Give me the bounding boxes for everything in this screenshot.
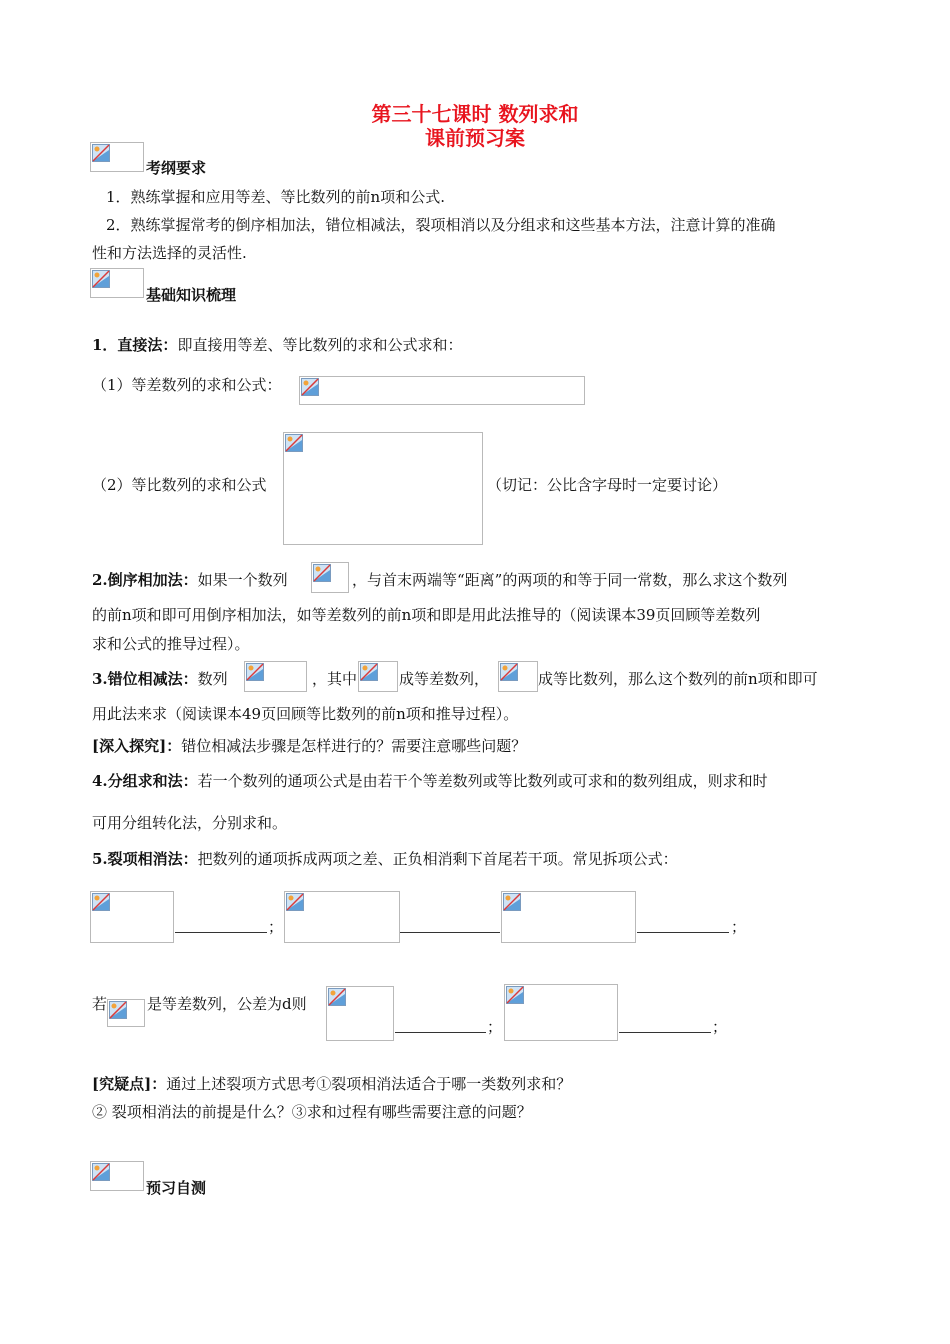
group-method-line2: 可用分组转化法，分别求和。 xyxy=(92,814,288,832)
broken-image-icon xyxy=(246,663,264,681)
blank-line-3 xyxy=(637,932,729,933)
separator-3: ； xyxy=(731,918,747,936)
heading-basics: 基础知识梳理 xyxy=(146,286,237,304)
separator-1: ； xyxy=(268,918,284,936)
blank-line-1 xyxy=(175,932,267,933)
geom-sum-label: （2）等比数列的求和公式 xyxy=(92,476,267,494)
blank-line-4 xyxy=(395,1032,486,1033)
broken-image-icon xyxy=(328,988,346,1006)
formula-arith-sum xyxy=(299,376,585,405)
formula-telescope-5 xyxy=(504,984,618,1041)
telescope-method-label: 5.裂项相消法： xyxy=(92,850,198,868)
shift-method-text-c: 成等差数列， xyxy=(399,670,490,688)
telescope-method-text: 把数列的通项拆成两项之差、正负相消剩下首尾若干项。常见拆项公式： xyxy=(197,850,678,868)
broken-image-icon xyxy=(109,1001,127,1019)
broken-image-icon xyxy=(92,270,110,288)
arith-sum-label: （1）等差数列的求和公式： xyxy=(92,376,282,394)
formula-telescope-4 xyxy=(326,986,394,1041)
broken-image-icon xyxy=(313,564,331,582)
doubt-label: [究疑点]： xyxy=(92,1075,167,1093)
section-icon-requirements xyxy=(90,142,144,172)
explore-text: 错位相减法步骤是怎样进行的？需要注意哪些问题？ xyxy=(181,737,527,755)
doubt-line2: ② 裂项相消法的前提是什么？③求和过程有哪些需要注意的问题？ xyxy=(92,1103,532,1121)
separator-5: ； xyxy=(712,1018,728,1036)
broken-image-icon xyxy=(286,893,304,911)
formula-shift-seq xyxy=(244,661,307,692)
telescope-method-line xyxy=(92,848,678,869)
reverse-method-label: 2.倒序相加法： xyxy=(92,571,198,589)
doubt-line1 xyxy=(92,1073,571,1094)
requirement-item-2: 2．熟练掌握常考的倒序相加法，错位相减法，裂项相消以及分组求和这些基本方法，注意计算的准确 xyxy=(106,216,776,234)
direct-method-label: 1．直接法： xyxy=(92,336,178,354)
blank-line-2 xyxy=(400,932,500,933)
formula-geom-sum xyxy=(283,432,483,545)
telescope-if-text: 若 xyxy=(92,995,108,1013)
explore-label: [深入探究]： xyxy=(92,737,182,755)
section-icon-selftest xyxy=(90,1161,144,1191)
reverse-method-text-b: ，与首末两端等“距离”的两项的和等于同一常数，那么求这个数列 xyxy=(352,571,788,589)
formula-shift-arith xyxy=(358,661,398,692)
requirement-item-1: 1．熟练掌握和应用等差、等比数列的前n项和公式. xyxy=(106,188,445,206)
separator-4: ； xyxy=(487,1018,503,1036)
formula-telescope-1 xyxy=(90,891,174,943)
shift-method-text-d: 成等比数列，那么这个数列的前n项和即可 xyxy=(538,670,818,688)
shift-method-text-b: ，其中 xyxy=(312,670,358,688)
broken-image-icon xyxy=(301,378,319,396)
reverse-method-text-a: 如果一个数列 xyxy=(197,571,288,589)
explore-line xyxy=(92,735,526,756)
broken-image-icon xyxy=(360,663,378,681)
formula-sequence-an xyxy=(311,562,349,593)
reverse-method-line2: 的前n项和即可用倒序相加法，如等差数列的前n项和即是用此法推导的（阅读课本39页回顾等差数列 xyxy=(92,606,761,624)
telescope-arith-text: 是等差数列，公差为d则 xyxy=(147,995,307,1013)
heading-requirements: 考纲要求 xyxy=(146,159,207,177)
broken-image-icon xyxy=(506,986,524,1004)
shift-method-label: 3.错位相减法： xyxy=(92,670,198,688)
shift-method-line2: 用此法来求（阅读课本49页回顾等比数列的前n项和推导过程）。 xyxy=(92,705,519,723)
formula-shift-geom xyxy=(498,661,538,692)
group-method-line1 xyxy=(92,770,768,791)
reverse-method-line3: 求和公式的推导过程）。 xyxy=(92,635,250,653)
broken-image-icon xyxy=(92,893,110,911)
heading-selftest: 预习自测 xyxy=(146,1179,207,1197)
section-icon-basics xyxy=(90,268,144,298)
formula-telescope-3 xyxy=(501,891,636,943)
shift-method-line1 xyxy=(92,668,228,689)
group-method-text: 若一个数列的通项公式是由若干个等差数列或等比数列或可求和的数列组成，则求和时 xyxy=(197,772,768,790)
broken-image-icon xyxy=(500,663,518,681)
blank-line-5 xyxy=(619,1032,711,1033)
broken-image-icon xyxy=(92,1163,110,1181)
doubt-text: 通过上述裂项方式思考①裂项相消法适合于哪一类数列求和？ xyxy=(166,1075,572,1093)
requirement-item-2-cont: 性和方法选择的灵活性. xyxy=(92,244,247,262)
broken-image-icon xyxy=(285,434,303,452)
broken-image-icon xyxy=(92,144,110,162)
group-method-label: 4.分组求和法： xyxy=(92,772,198,790)
direct-method-line xyxy=(92,334,462,355)
page-subtitle: 课前预习案 xyxy=(425,126,525,150)
reverse-method-line1 xyxy=(92,569,288,590)
geom-sum-note: （切记：公比含字母时一定要讨论） xyxy=(487,476,728,494)
formula-telescope-an xyxy=(107,999,145,1027)
page-title: 第三十七课时 数列求和 xyxy=(371,102,579,126)
shift-method-text-a: 数列 xyxy=(197,670,228,688)
direct-method-text: 即直接用等差、等比数列的求和公式求和： xyxy=(177,336,463,354)
formula-telescope-2 xyxy=(284,891,400,943)
broken-image-icon xyxy=(503,893,521,911)
